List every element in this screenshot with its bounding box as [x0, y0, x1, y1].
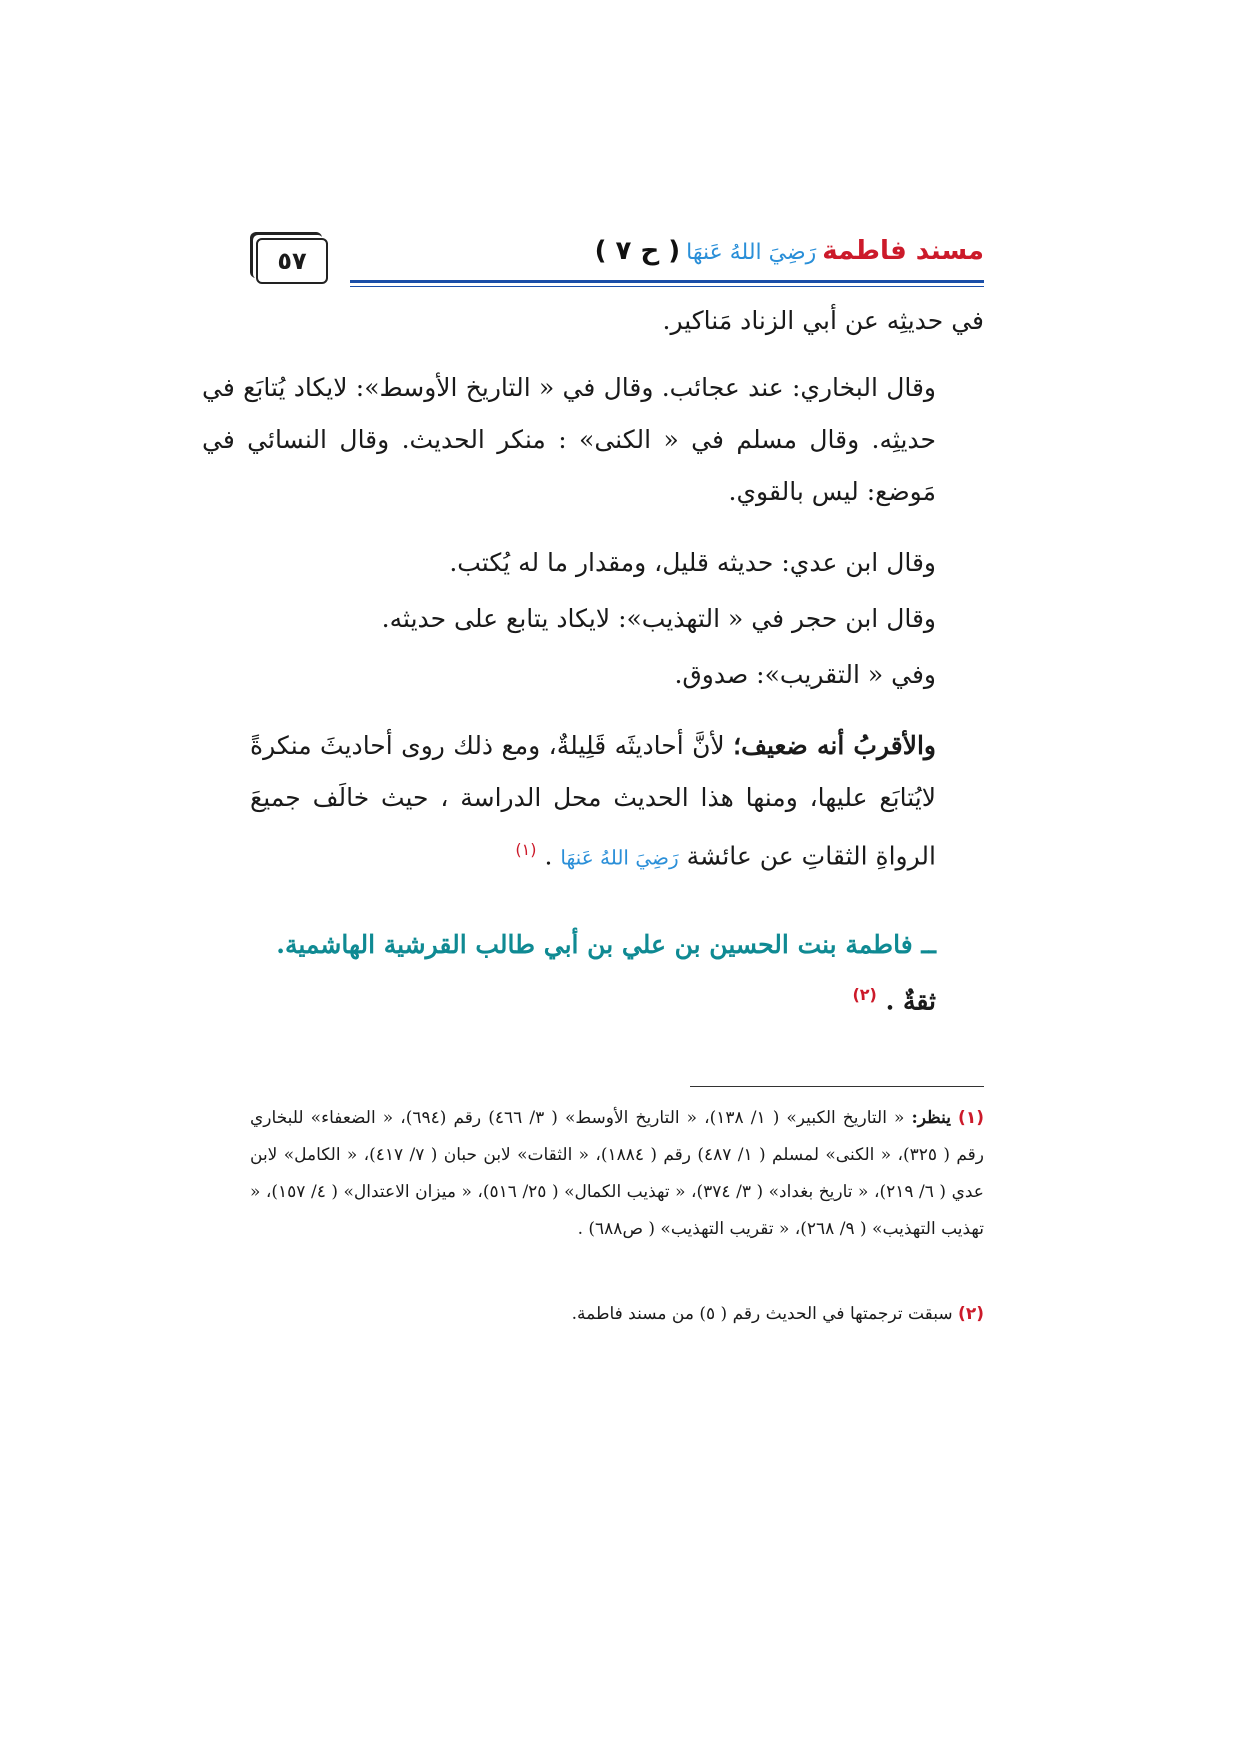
footnote-1-text: « التاريخ الكبير» ( ١/ ١٣٨)، « التاريخ الأوسط» ( ٣/ ٤٦٦) رقم (٦٩٤)، « الضعفاء» للبخاري رقم ( ٣٢٥)، « الكنى» لمسلم ( ١/ ٤٨٧) رقم ( ١٨٨٤)، « الثقات» لابن حبان ( ٧/ ٤١٧)، « الكامل» لابن عدي ( ٦/ ٢١٩)، « تاريخ بغداد» ( ٣/ ٣٧٤)، « تهذيب الكمال» ( ٢٥/ ٥١٦)، « ميزان الاعتدال» ( ٤/ ١٥٧)، « تهذيب التهذيب» ( ٩/ ٢٦٨)، « تقريب التهذيب» ( ص٦٨٨) . — [250, 1108, 984, 1239]
footnote-2-number: (٢) — [958, 1304, 984, 1324]
footnote-1-number: (١) — [958, 1108, 984, 1128]
header-rule-thin — [350, 286, 984, 287]
conclusion-end: . — [544, 841, 553, 871]
paragraph-1: في حديثِه عن أبي الزناد مَناكير. — [662, 306, 984, 335]
footnote-1-label: ينظر: — [911, 1108, 951, 1128]
footnote-ref-2[interactable]: (٢) — [852, 985, 877, 1004]
conclusion-text: لأنَّ أحاديثَه قَلِيلةٌ، ومع ذلك روى أحاديثَ منكرةً لايُتابَع عليها، ومنها هذا الحديث محل الدراسة ، حيث خالَف جميعَ الرواةِ الثقاتِ عن عائشة — [250, 731, 936, 871]
running-header — [595, 236, 984, 266]
footnote-separator — [690, 1086, 984, 1087]
grade-text: ثقةٌ . — [885, 986, 936, 1016]
paragraph-6 — [250, 720, 984, 883]
header-title: مسند فاطمة — [822, 236, 984, 266]
header-volume: ( ح ٧ ) — [594, 236, 681, 266]
paragraph-2: وقال البخاري: عند عجائب. وقال في « التاريخ الأوسط»: لايكاد يُتابَع في حديثِه. وقال مسلم في « الكنى» : منكر الحديث. وقال النسائي في مَوضع: ليس بالقوي. — [202, 373, 936, 506]
page-number: ٥٧ — [256, 238, 328, 284]
footnote-ref-1[interactable]: (١) — [515, 840, 537, 859]
inline-honorific: رَضِيَ اللهُ عَنهَا — [560, 845, 679, 870]
paragraph-4: وقال ابن حجر في « التهذيب»: لايكاد يتابع على حديثه. — [381, 604, 936, 633]
narrator-grade — [250, 985, 984, 1015]
header-honorific: رَضِيَ اللهُ عَنهَا — [686, 240, 817, 265]
paragraph-5: وفي « التقريب»: صدوق. — [674, 660, 936, 689]
footnote-2-text: سبقت ترجمتها في الحديث رقم ( ٥) من مسند فاطمة. — [571, 1304, 953, 1324]
footnote-2 — [250, 1296, 984, 1333]
header-rule — [350, 280, 984, 283]
narrator-heading: ــ فاطمة بنت الحسين بن علي بن أبي طالب القرشية الهاشمية. — [276, 930, 936, 959]
paragraph-3: وقال ابن عدي: حديثه قليل، ومقدار ما له يُكتب. — [449, 548, 936, 577]
footnote-1 — [250, 1100, 984, 1248]
conclusion-lead: والأقربُ أنه ضعيف؛ — [733, 731, 936, 760]
